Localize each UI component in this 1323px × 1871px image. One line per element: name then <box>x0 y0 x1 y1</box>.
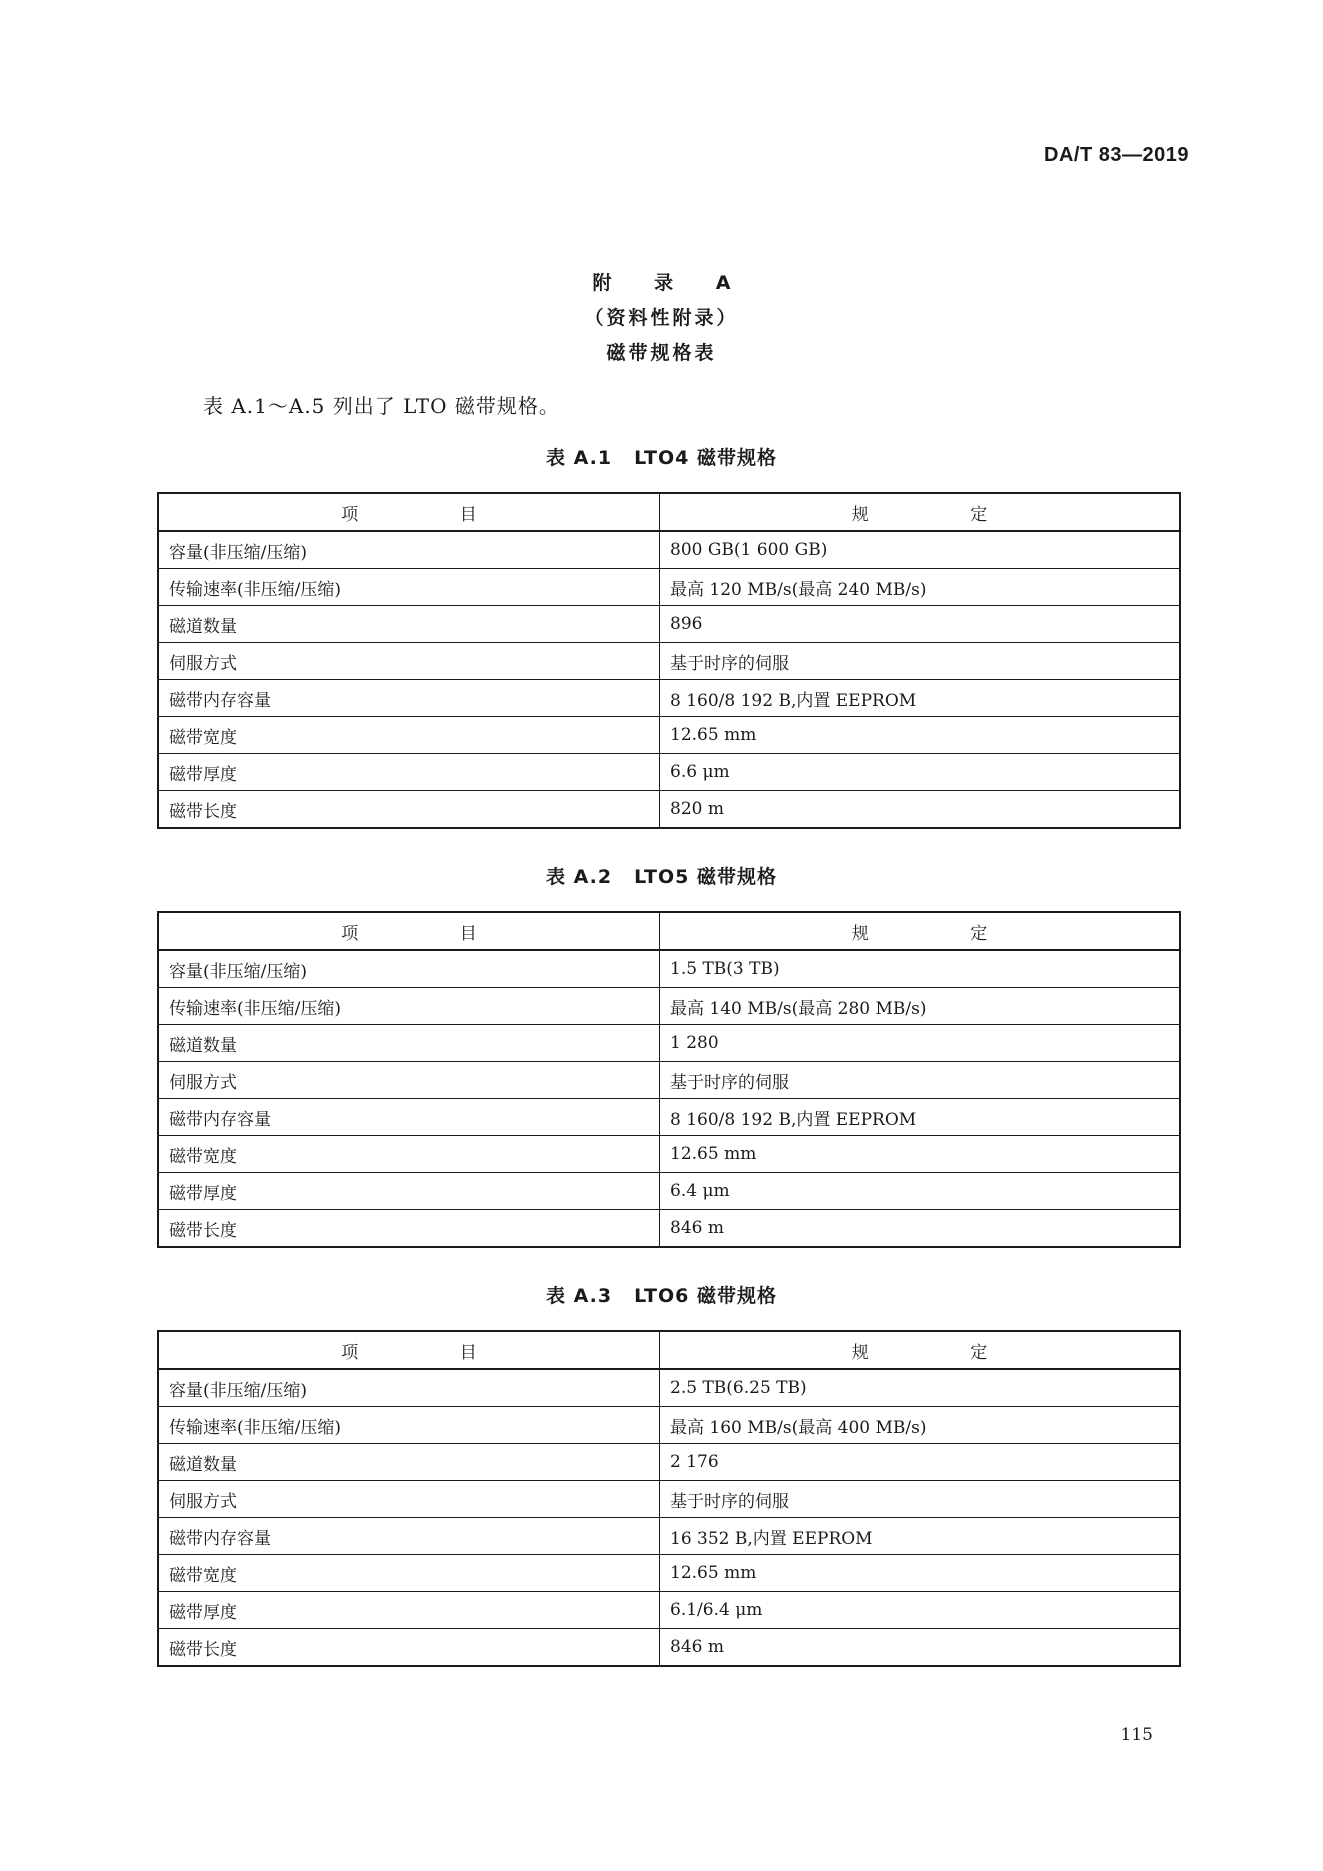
spec-cell: 1 280 <box>660 1025 1181 1062</box>
table-row <box>158 1481 1180 1518</box>
spec-cell: 2 176 <box>660 1444 1181 1481</box>
table-row <box>158 1025 1180 1062</box>
column-header-spec: 规 定 <box>660 493 1181 531</box>
item-cell: 伺服方式 <box>158 1481 660 1518</box>
item-cell: 磁带宽度 <box>158 1555 660 1592</box>
spec-cell: 6.4 μm <box>660 1173 1181 1210</box>
column-header-item: 项 目 <box>158 912 660 950</box>
spec-cell: 8 160/8 192 B,内置 EEPROM <box>660 1099 1181 1136</box>
spec-cell: 896 <box>660 606 1181 643</box>
table-row <box>158 1099 1180 1136</box>
appendix-heading: 磁带规格表 <box>606 342 717 364</box>
page-number: 115 <box>1120 1725 1153 1745</box>
table-title-a1 <box>0 443 1323 470</box>
column-header-item: 项 目 <box>158 1331 660 1369</box>
table-name: LTO5 磁带规格 <box>634 866 778 888</box>
table-row <box>158 1592 1180 1629</box>
table-row <box>158 569 1180 606</box>
table-row <box>158 717 1180 754</box>
spec-cell: 16 352 B,内置 EEPROM <box>660 1518 1181 1555</box>
item-cell: 传输速率(非压缩/压缩) <box>158 1407 660 1444</box>
table-header-row <box>158 912 1180 950</box>
table-name: LTO4 磁带规格 <box>634 447 778 469</box>
item-cell: 伺服方式 <box>158 1062 660 1099</box>
table-number: 表 A.1 <box>545 447 613 469</box>
table-row <box>158 1173 1180 1210</box>
spec-cell: 最高 160 MB/s(最高 400 MB/s) <box>660 1407 1181 1444</box>
item-cell: 磁带内存容量 <box>158 680 660 717</box>
table-row <box>158 791 1180 829</box>
item-cell: 磁带宽度 <box>158 717 660 754</box>
table-row <box>158 1210 1180 1248</box>
spec-cell: 12.65 mm <box>660 1555 1181 1592</box>
table-row <box>158 680 1180 717</box>
spec-cell: 2.5 TB(6.25 TB) <box>660 1369 1181 1407</box>
table-row <box>158 1555 1180 1592</box>
table-title-a3 <box>0 1281 1323 1308</box>
table-row <box>158 1062 1180 1099</box>
column-header-item: 项 目 <box>158 493 660 531</box>
item-cell: 磁带长度 <box>158 791 660 829</box>
table-row <box>158 754 1180 791</box>
table-row <box>158 643 1180 680</box>
column-header-spec: 规 定 <box>660 912 1181 950</box>
item-cell: 容量(非压缩/压缩) <box>158 1369 660 1407</box>
table-name: LTO6 磁带规格 <box>634 1285 778 1307</box>
table-title-a2 <box>0 862 1323 889</box>
spec-cell: 基于时序的伺服 <box>660 1062 1181 1099</box>
spec-cell: 6.1/6.4 μm <box>660 1592 1181 1629</box>
item-cell: 磁带长度 <box>158 1629 660 1667</box>
item-cell: 磁道数量 <box>158 1444 660 1481</box>
appendix-subtitle: （资料性附录） <box>584 307 739 329</box>
table-header-row <box>158 1331 1180 1369</box>
item-cell: 容量(非压缩/压缩) <box>158 950 660 988</box>
document-code: DA/T 83—2019 <box>1044 144 1189 166</box>
item-cell: 容量(非压缩/压缩) <box>158 531 660 569</box>
table-row <box>158 1444 1180 1481</box>
spec-cell: 1.5 TB(3 TB) <box>660 950 1181 988</box>
item-cell: 磁带厚度 <box>158 754 660 791</box>
item-cell: 伺服方式 <box>158 643 660 680</box>
table-row <box>158 531 1180 569</box>
item-cell: 磁带厚度 <box>158 1592 660 1629</box>
spec-cell: 12.65 mm <box>660 717 1181 754</box>
item-cell: 传输速率(非压缩/压缩) <box>158 988 660 1025</box>
spec-cell: 12.65 mm <box>660 1136 1181 1173</box>
spec-cell: 846 m <box>660 1629 1181 1667</box>
spec-cell: 最高 120 MB/s(最高 240 MB/s) <box>660 569 1181 606</box>
table-row <box>158 1407 1180 1444</box>
spec-cell: 6.6 μm <box>660 754 1181 791</box>
spec-cell: 820 m <box>660 791 1181 829</box>
table-row <box>158 988 1180 1025</box>
item-cell: 磁道数量 <box>158 606 660 643</box>
table-row <box>158 1629 1180 1667</box>
item-cell: 磁道数量 <box>158 1025 660 1062</box>
item-cell: 磁带宽度 <box>158 1136 660 1173</box>
column-header-spec: 规 定 <box>660 1331 1181 1369</box>
spec-cell: 基于时序的伺服 <box>660 1481 1181 1518</box>
spec-table-lto5 <box>157 911 1181 1248</box>
spec-cell: 846 m <box>660 1210 1181 1248</box>
appendix-title: 附 录 A <box>592 272 749 294</box>
table-number: 表 A.3 <box>545 1285 613 1307</box>
table-row <box>158 1518 1180 1555</box>
table-header-row <box>158 493 1180 531</box>
table-row <box>158 1369 1180 1407</box>
spec-cell: 基于时序的伺服 <box>660 643 1181 680</box>
item-cell: 磁带长度 <box>158 1210 660 1248</box>
spec-cell: 8 160/8 192 B,内置 EEPROM <box>660 680 1181 717</box>
item-cell: 磁带厚度 <box>158 1173 660 1210</box>
intro-paragraph: 表 A.1～A.5 列出了 LTO 磁带规格。 <box>203 394 560 418</box>
table-number: 表 A.2 <box>545 866 613 888</box>
table-row <box>158 606 1180 643</box>
table-row <box>158 1136 1180 1173</box>
item-cell: 传输速率(非压缩/压缩) <box>158 569 660 606</box>
item-cell: 磁带内存容量 <box>158 1099 660 1136</box>
spec-table-lto6 <box>157 1330 1181 1667</box>
table-row <box>158 950 1180 988</box>
item-cell: 磁带内存容量 <box>158 1518 660 1555</box>
spec-cell: 最高 140 MB/s(最高 280 MB/s) <box>660 988 1181 1025</box>
spec-table-lto4 <box>157 492 1181 829</box>
spec-cell: 800 GB(1 600 GB) <box>660 531 1181 569</box>
